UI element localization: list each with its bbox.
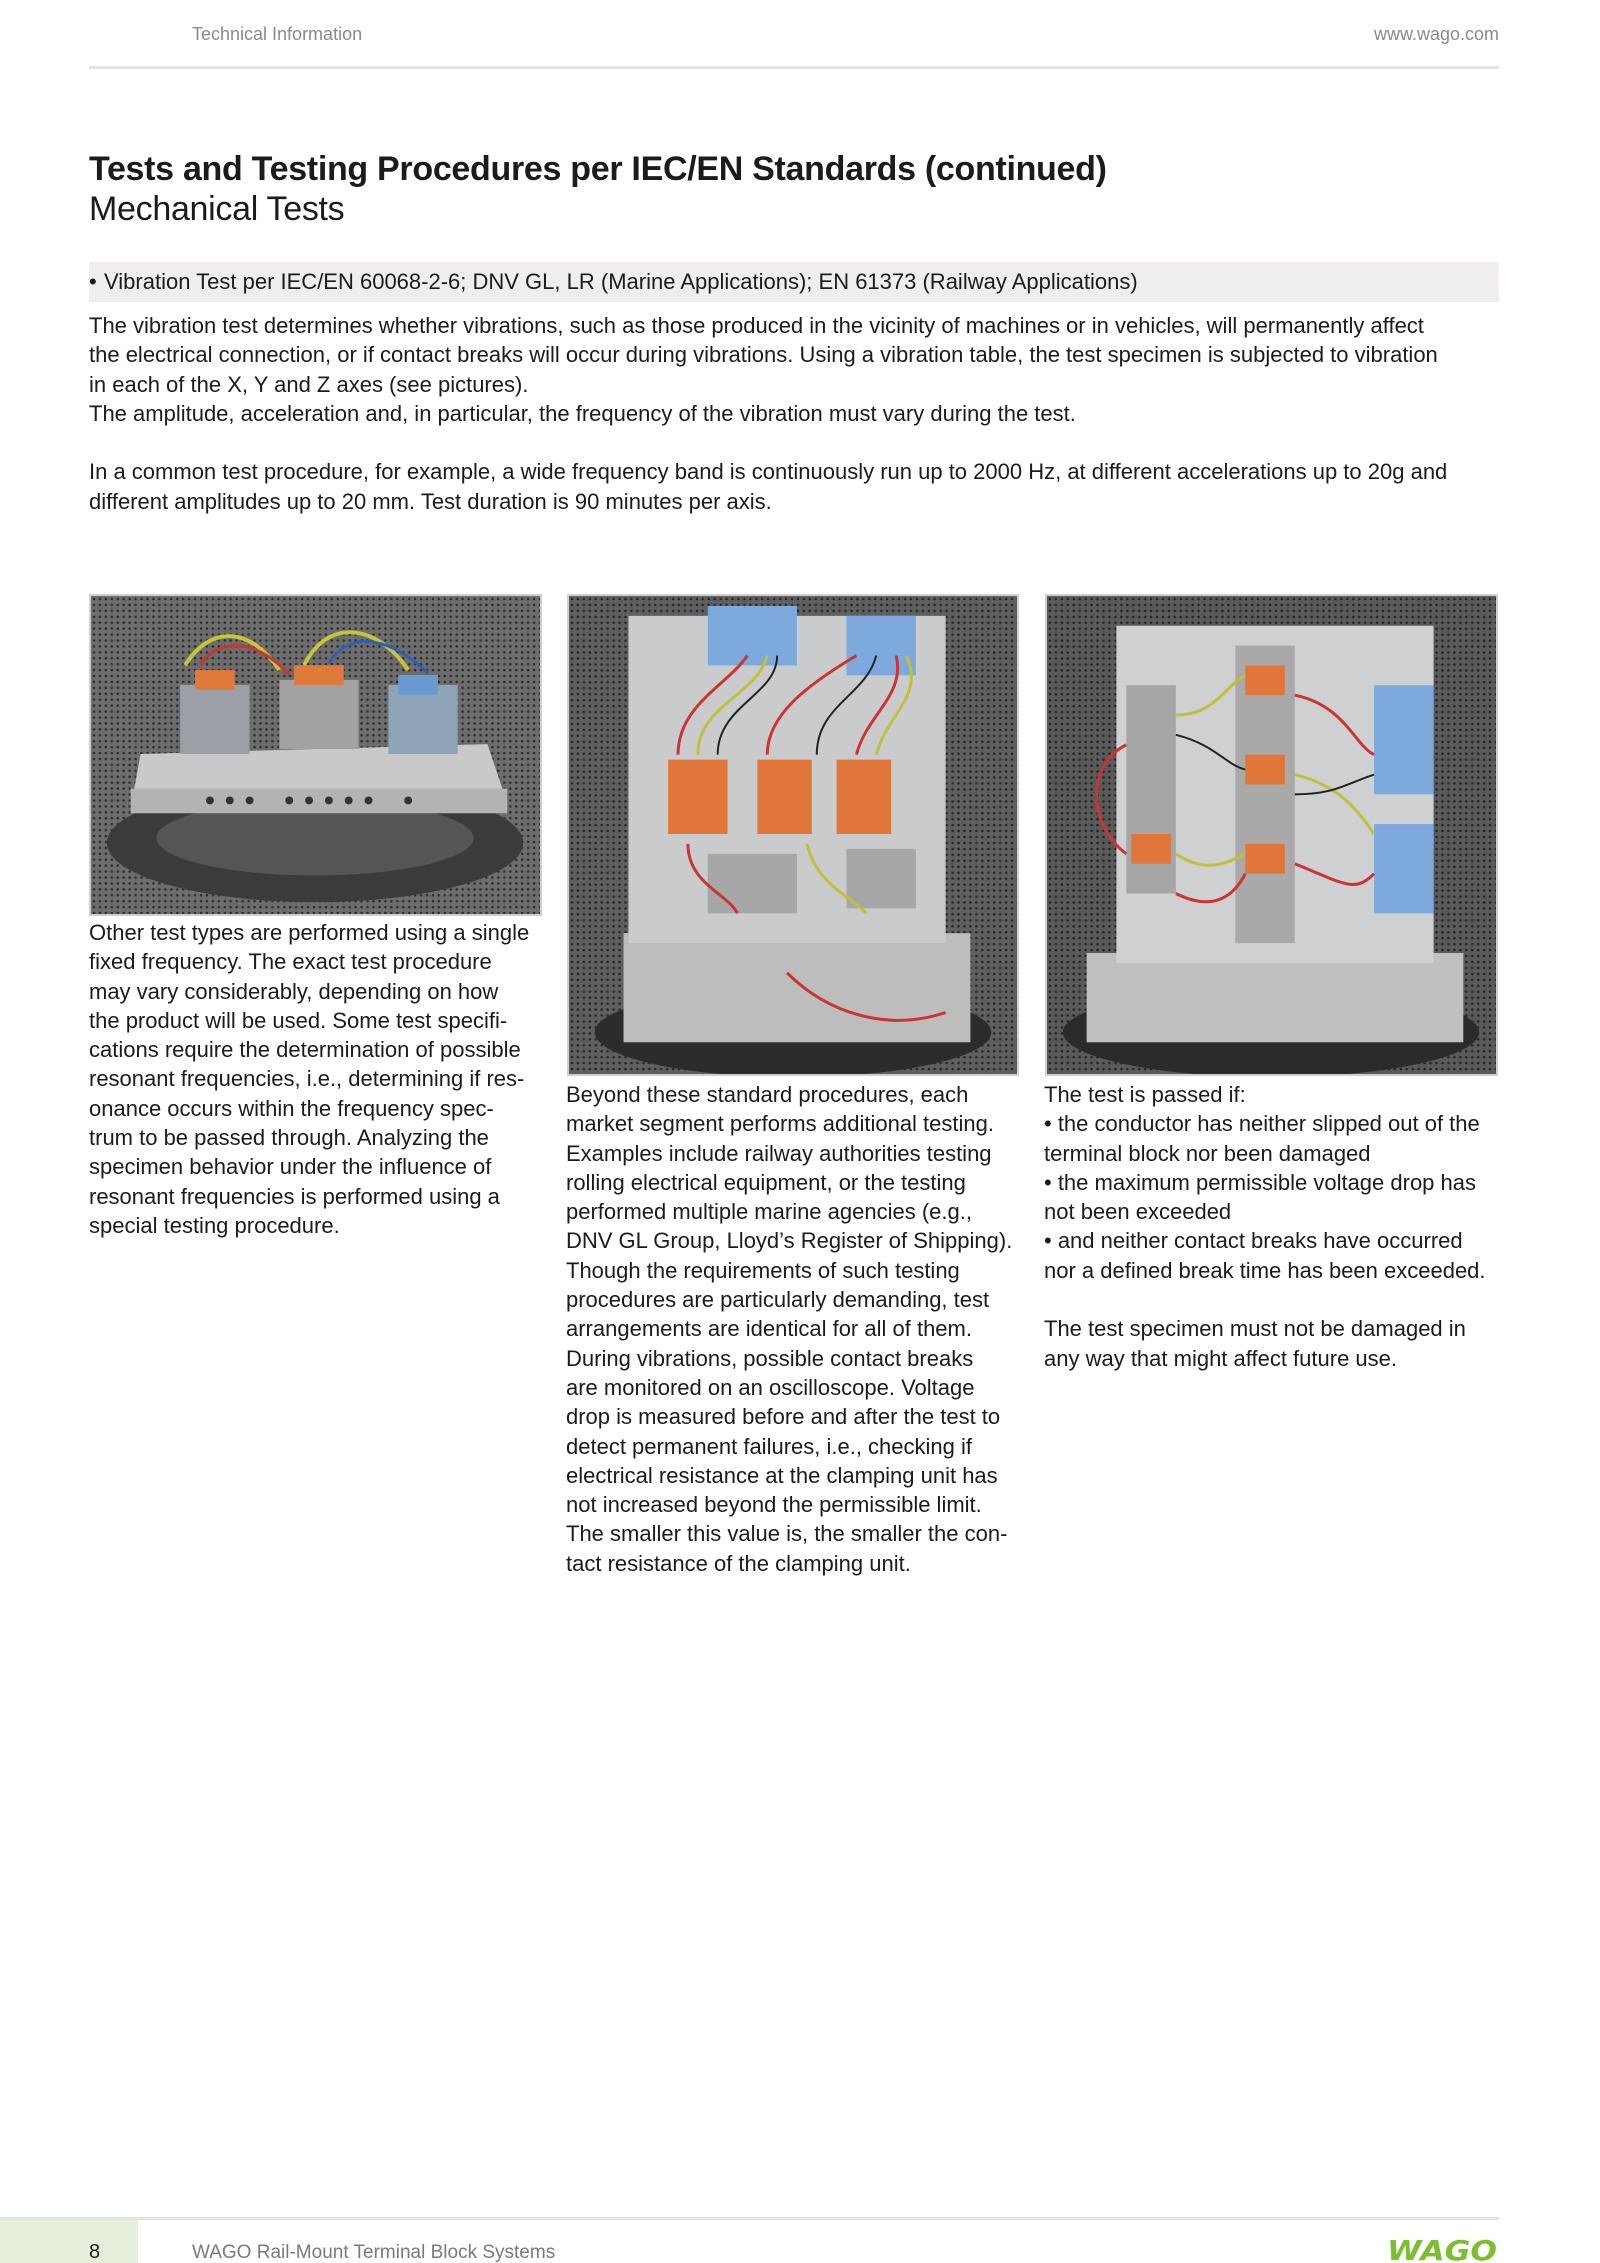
page-title: Tests and Testing Procedures per IEC/EN Standards (continued) [89,150,1107,188]
intro-paragraph-1: The vibration test determines whether vibrations, such as those produced in the vicinity of machines or in vehicles, will permanently affect the electrical connection, or if contact breaks will occur during vibrations. Using a vibration table, the test specimen is subjected to vibration in each of the X, Y and Z axes (see pictures). The amplitude, acceleration and, in particular, the frequency of the vibration must vary during the test. [89,313,1438,426]
header-website-link[interactable]: www.wago.com [1373,24,1499,44]
wago-logo-text: WAGO [1387,2234,1497,2263]
vibration-test-photo-x-axis [89,594,542,916]
footer-divider [0,2217,1499,2220]
pass-criteria-text: The test is passed if: • the conductor has neither slipped out of the terminal block nor been damaged • the maximum permissible voltage drop has not been exceeded • and neither contact breaks have occurred nor a defined break time has been exceeded. The test specimen must not be damaged in any way that might affect future use. [1044,1082,1486,1371]
page-number-box [0,2220,138,2263]
vibration-test-photo-z-axis [1045,594,1498,1076]
wago-logo [1386,2234,1499,2263]
test-heading-bar [89,262,1499,302]
test-heading-label: Vibration Test per IEC/EN 60068-2-6; DNV GL, LR (Marine Applications); EN 61373 (Railway Applications) [104,269,1138,294]
resonance-test-text: Other test types are performed using a single fixed frequency. The exact test procedure may vary considerably, depending on how the product will be used. Some test specifi- cations require the determination of possible resonant frequencies, i.e., determining if res- onance occurs within the frequency spec- trum to be passed through. Analyzing the specimen behavior under the influence of resonant frequencies is performed using a special testing procedure. [89,920,530,1238]
intro-paragraph-2: In a common test procedure, for example, a wide frequency band is continuously run up to 2000 Hz, at different accelerations up to 20g and different amplitudes up to 20 mm. Test duration is 90 minutes per axis. [89,459,1448,514]
page-subtitle: Mechanical Tests [89,190,345,228]
intro-text [89,311,1509,516]
page-number: 8 [89,2241,101,2263]
header-divider [89,66,1499,69]
header-section-label: Technical Information [192,24,363,44]
additional-testing-text: Beyond these standard procedures, each market segment performs additional testing. Examples include railway authorities testing rolling electrical equipment, or the testing performed multiple marine agencies (e.g., DNV GL Group, Lloyd’s Register of Shipping). Though the requirements of such testing procedures are particularly demanding, test arrangements are identical for all of them. During vibrations, possible contact breaks are monitored on an oscilloscope. Voltage drop is measured before and after the test to detect permanent failures, i.e., checking if electrical resistance at the clamping unit has not increased beyond the permissible limit. The smaller this value is, the smaller the con- tact resistance of the clamping unit. [566,1082,1013,1576]
vibration-test-photo-y-axis [567,594,1019,1076]
bullet-icon: • [89,269,97,294]
footer-publication-title: WAGO Rail-Mount Terminal Block Systems [192,2242,556,2263]
